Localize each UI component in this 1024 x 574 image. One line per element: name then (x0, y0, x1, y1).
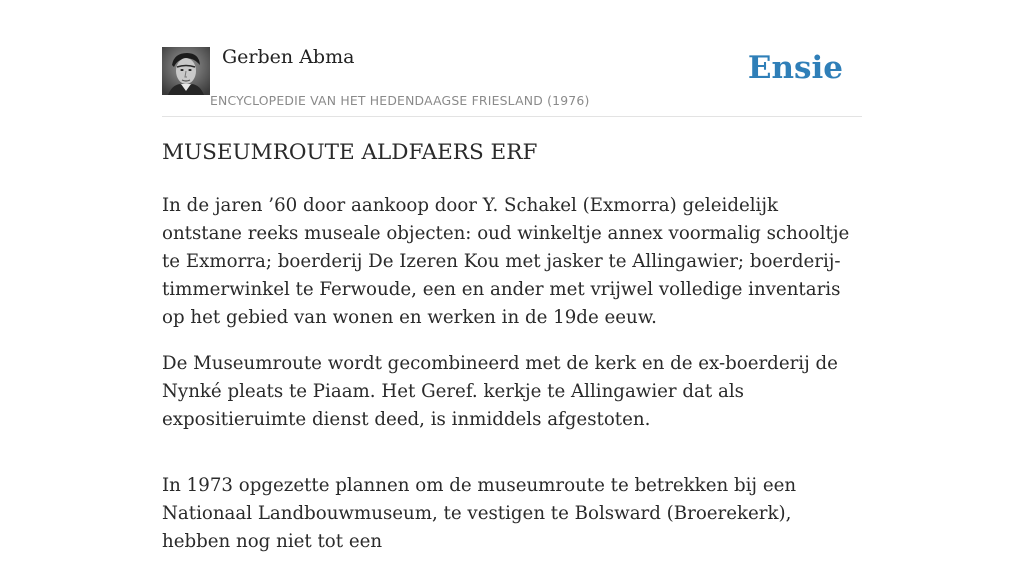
article-title: MUSEUMROUTE ALDFAERS ERF (162, 140, 538, 165)
article-paragraph: In de jaren ’60 door aankoop door Y. Schakel (Exmorra) geleidelijk ontstane reeks museale objecten: oud winkeltje annex voormalig schooltje te Exmorra; boerderij De Izeren Kou met jasker te Allingawier; boerderij-timmerwinkel te Ferwoude, een en ander met vrijwel volledige inventaris op het gebied van wonen en werken in de 19de eeuw. (162, 195, 850, 328)
article-body (162, 192, 862, 574)
author-portrait-image (162, 47, 210, 95)
article-paragraph: De Museumroute wordt gecombineerd met de kerk en de ex-boerderij de Nynké pleats te Piaam. Het Geref. kerkje te Allingawier dat als expositieruimte dienst deed, is inmiddels afgestoten. (162, 353, 838, 430)
source-title[interactable]: ENCYCLOPEDIE VAN HET HEDENDAAGSE FRIESLAND (1976) (210, 93, 590, 108)
site-logo[interactable]: Ensie (747, 50, 843, 86)
article-paragraph: In 1973 opgezette plannen om de museumroute te betrekken bij een Nationaal Landbouwmuseum, te vestigen te Bolsward (Broerekerk), hebben nog niet tot een (162, 475, 797, 552)
article-header (162, 46, 862, 117)
author-name[interactable]: Gerben Abma (222, 46, 355, 68)
author-avatar[interactable] (162, 47, 210, 95)
